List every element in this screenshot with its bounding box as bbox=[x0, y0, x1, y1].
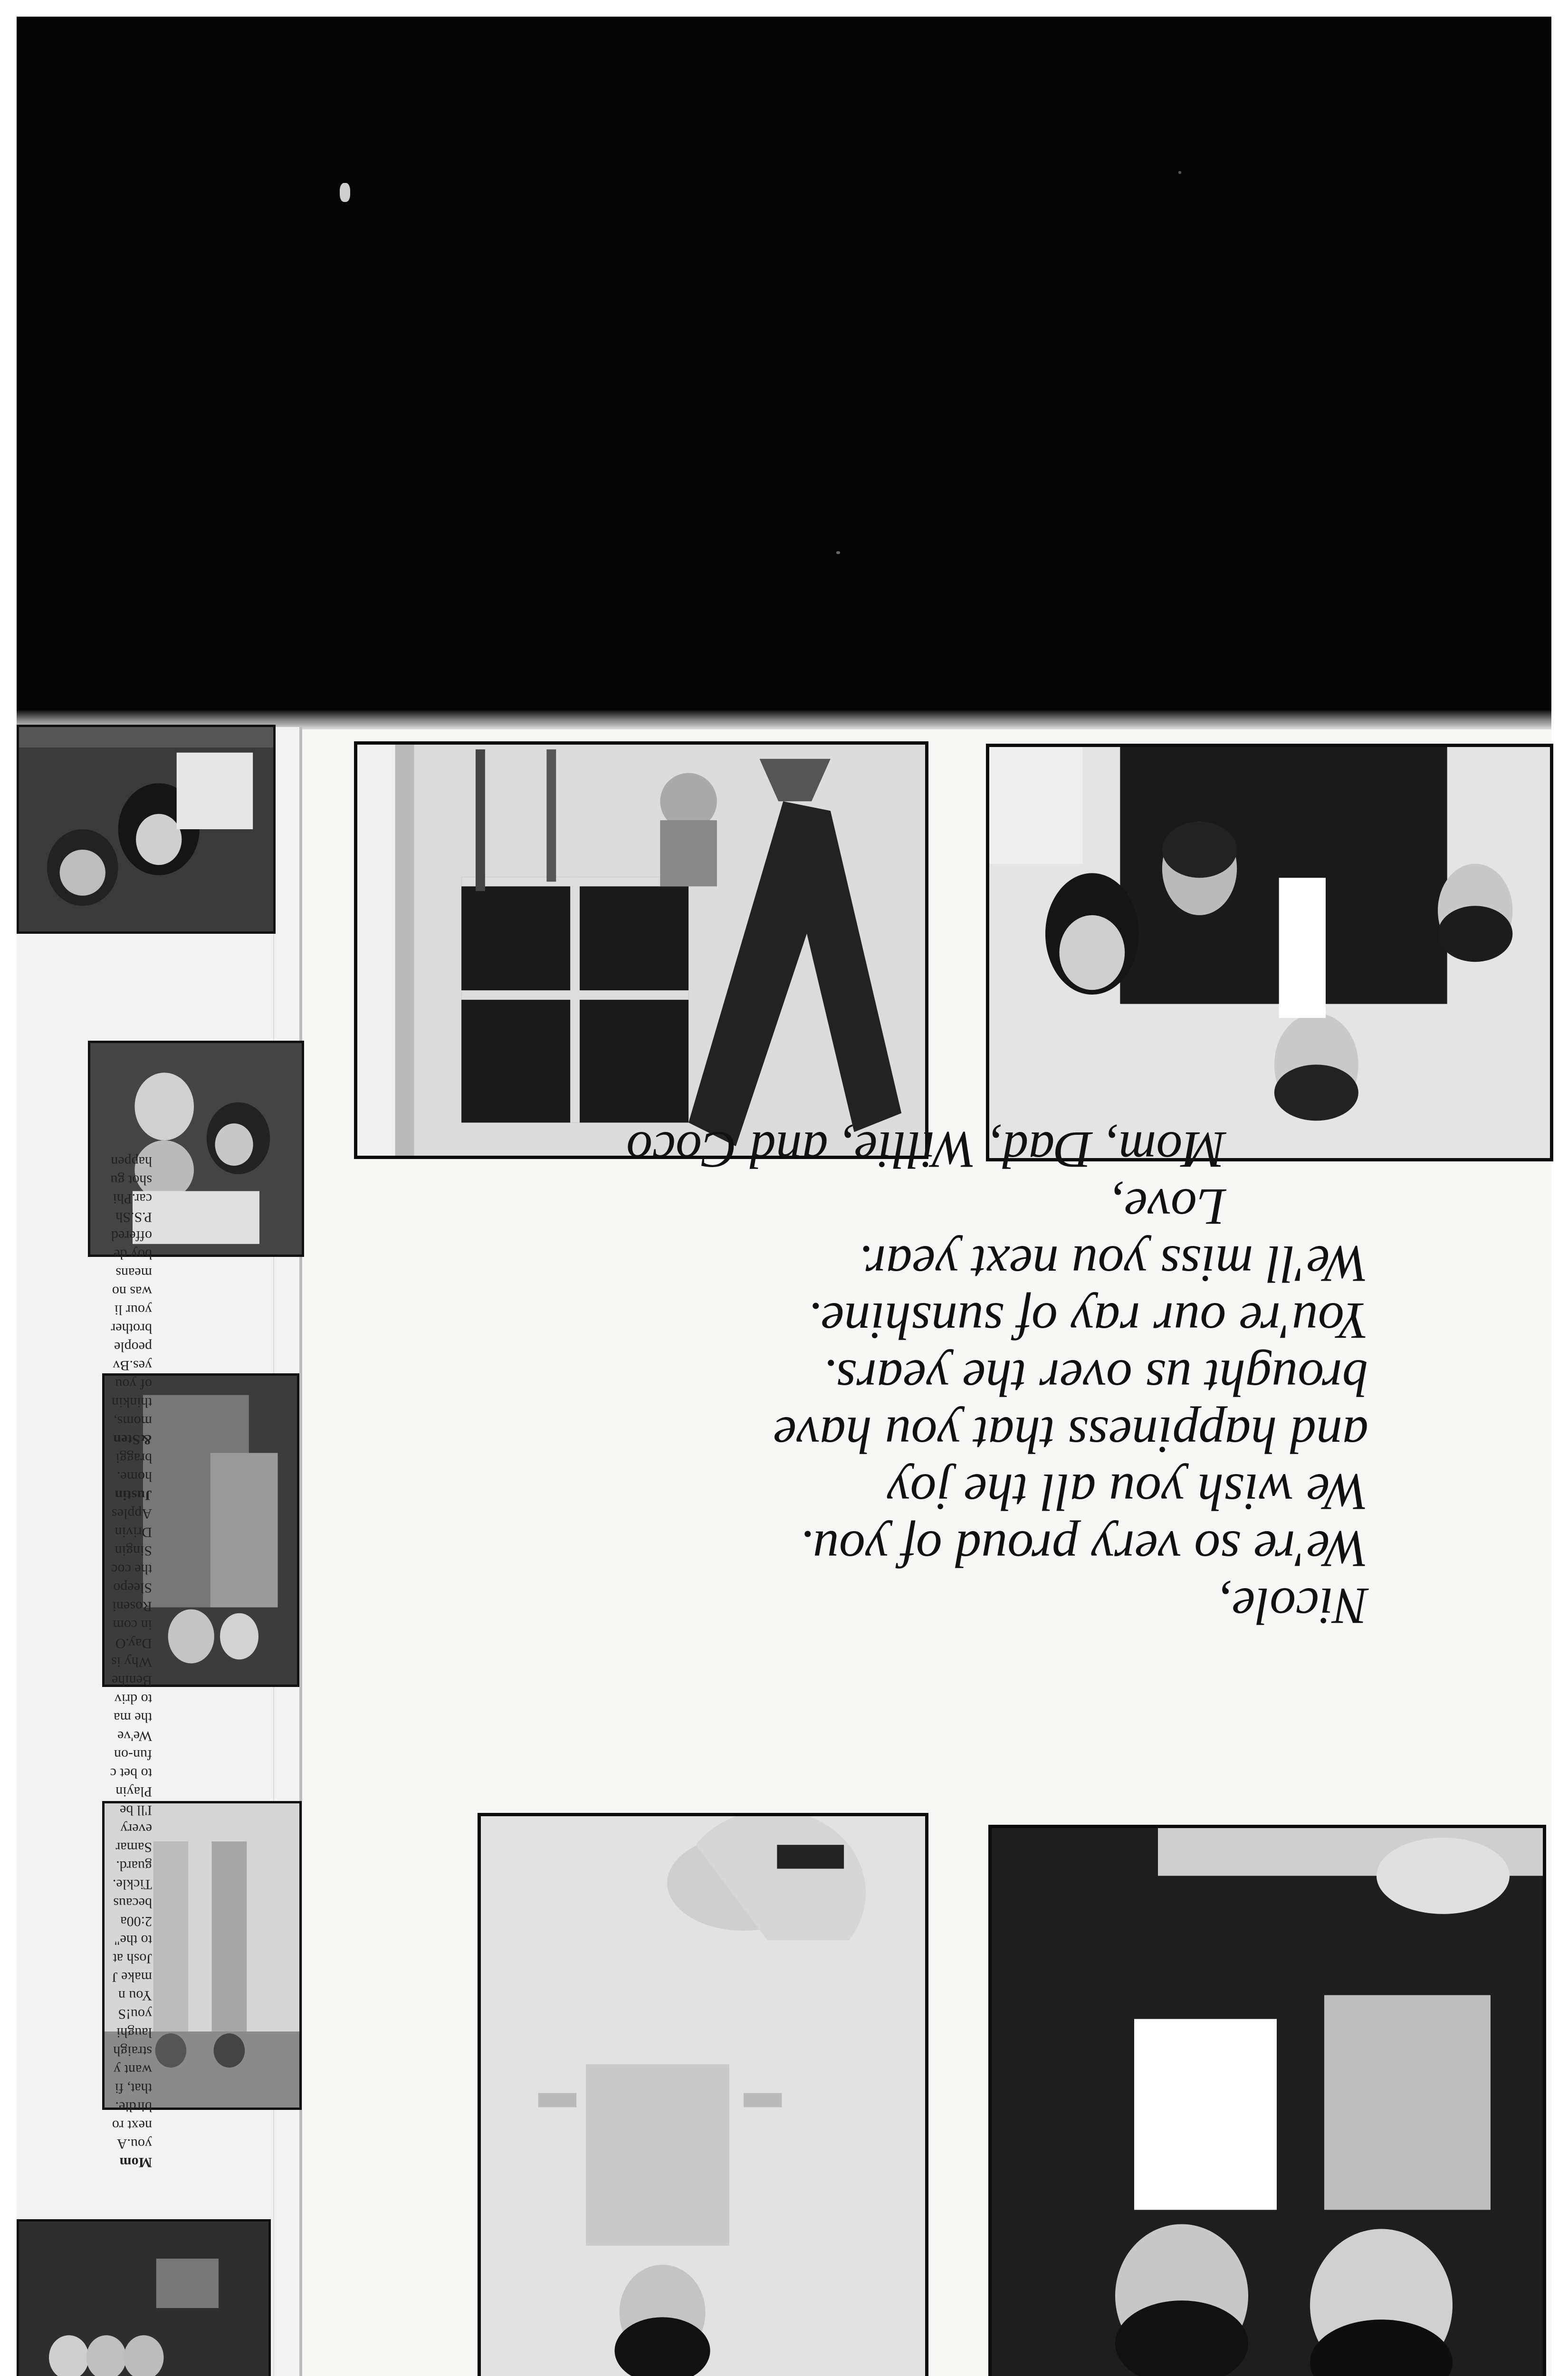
column-fragment: your li bbox=[114, 1302, 152, 1318]
letter-line: and happiness that you have bbox=[773, 1406, 1368, 1464]
letter-line: We wish you all the joy bbox=[887, 1463, 1368, 1521]
column-fragment: the coc bbox=[111, 1562, 152, 1577]
column-fragment: Day.O bbox=[115, 1636, 152, 1651]
letter-closing: Love, bbox=[1111, 1178, 1226, 1236]
dust-speck bbox=[836, 551, 840, 554]
dust-speck bbox=[340, 183, 350, 202]
column-fragment: home. bbox=[116, 1469, 152, 1485]
column-fragment: the ma bbox=[114, 1710, 152, 1725]
column-fragment: Benihe bbox=[112, 1673, 152, 1688]
column-fragment: you.A bbox=[116, 2136, 152, 2152]
column-fragment: car.Phi bbox=[113, 1191, 152, 1207]
adjacent-column-text bbox=[95, 984, 152, 2172]
column-fragment: Roseni bbox=[112, 1599, 152, 1614]
dust-speck bbox=[1178, 171, 1181, 174]
column-fragment: Sleepo bbox=[113, 1580, 152, 1596]
column-fragment: Playin bbox=[115, 1784, 152, 1800]
column-fragment: to driv bbox=[114, 1691, 152, 1707]
column-fragment: braggi bbox=[115, 1450, 152, 1466]
column-fragment: yes.Bv bbox=[113, 1358, 152, 1373]
column-fragment: Apples bbox=[112, 1506, 152, 1522]
letter-line: You're our ray of sunshine. bbox=[808, 1292, 1368, 1350]
column-fragment: shot gu bbox=[110, 1172, 152, 1188]
column-fragment: Singin bbox=[115, 1543, 152, 1559]
column-fragment: Samar bbox=[115, 1839, 152, 1855]
column-fragment: next ro bbox=[112, 2117, 152, 2133]
column-fragment: fun-on bbox=[114, 1747, 152, 1763]
adjacent-photo-group bbox=[17, 725, 276, 934]
column-fragment: people bbox=[114, 1339, 152, 1355]
column-fragment: guard. bbox=[116, 1858, 152, 1874]
column-fragment: 2:00a bbox=[120, 1914, 152, 1929]
column-fragment: Tickle. bbox=[112, 1877, 152, 1892]
photo-girl-in-dress bbox=[478, 1813, 928, 2376]
column-fragment: was no bbox=[112, 1284, 152, 1299]
column-fragment: boy de bbox=[114, 1246, 152, 1262]
column-fragment: want y bbox=[114, 2062, 152, 2078]
scanner-background bbox=[17, 17, 1551, 725]
photo-family-portrait bbox=[986, 744, 1553, 1161]
column-fragment: make J bbox=[112, 1969, 152, 1985]
column-fragment: moms, bbox=[114, 1413, 152, 1429]
letter-line: brought us over the years. bbox=[823, 1349, 1368, 1407]
column-fragment: offered bbox=[111, 1228, 152, 1244]
column-fragment: straigh bbox=[113, 2043, 152, 2059]
column-fragment: of you bbox=[115, 1376, 152, 1392]
column-fragment: Josh at bbox=[113, 1951, 152, 1966]
column-fragment: You n bbox=[118, 1988, 152, 2003]
letter-signature: Mom, Dad, Willie, and Coco bbox=[626, 1121, 1226, 1179]
column-fragment: P.S.Sh bbox=[115, 1209, 152, 1225]
column-fragment: Mom bbox=[119, 2155, 152, 2170]
adjacent-photo-group-bottom bbox=[17, 2219, 271, 2376]
column-fragment: &Sten bbox=[113, 1432, 152, 1447]
column-fragment: Justin bbox=[115, 1487, 152, 1503]
column-fragment: laughi bbox=[116, 2025, 152, 2041]
column-fragment: becaus bbox=[113, 1895, 152, 1911]
column-fragment: thinkin bbox=[111, 1395, 152, 1410]
column-fragment: birdie. bbox=[115, 2099, 152, 2115]
column-fragment: you!S bbox=[118, 2006, 152, 2022]
column-fragment: Drivin bbox=[115, 1524, 152, 1540]
letter-line: We're so very proud of you. bbox=[800, 1520, 1368, 1578]
column-fragment: brother bbox=[111, 1321, 152, 1336]
column-fragment: means bbox=[115, 1265, 152, 1281]
column-fragment: that, fi bbox=[115, 2080, 152, 2096]
column-fragment: to bet c bbox=[110, 1765, 152, 1781]
letter-line: We'll miss you next year. bbox=[858, 1235, 1368, 1293]
column-fragment: happen bbox=[111, 1154, 152, 1169]
parent-letter bbox=[618, 1121, 1368, 1635]
column-fragment: I'll be bbox=[120, 1802, 152, 1818]
column-fragment: We've bbox=[117, 1728, 152, 1744]
column-fragment: to the" bbox=[114, 1932, 152, 1948]
column-fragment: every bbox=[120, 1821, 152, 1837]
page-fold bbox=[299, 727, 302, 2376]
photo-christmas-tree-and-window bbox=[354, 741, 928, 1159]
column-fragment: in com bbox=[113, 1617, 152, 1633]
column-fragment: Why is bbox=[111, 1654, 152, 1670]
letter-greeting: Nicole, bbox=[1219, 1577, 1368, 1635]
photo-siblings-childhood bbox=[988, 1825, 1546, 2376]
